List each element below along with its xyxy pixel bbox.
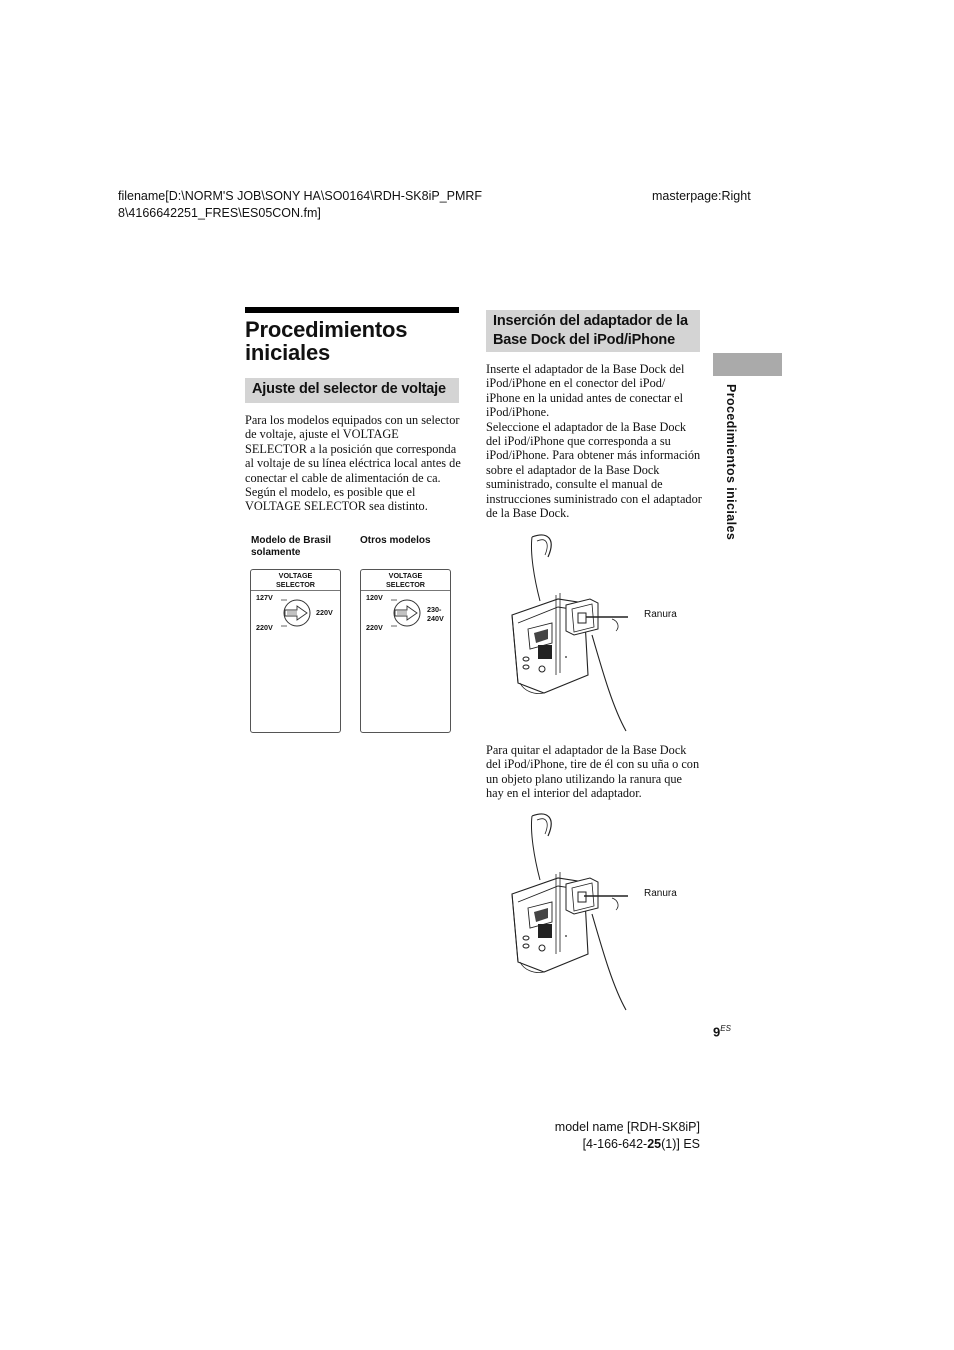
filename-line-2: 8\4166642251_FRES\ES05CON.fm]: [118, 206, 321, 220]
dock-heading-line-2: Base Dock del iPod/iPhone: [493, 332, 675, 348]
page-title-line-1: Procedimientos: [245, 317, 408, 342]
voltage-panel-title: [361, 571, 450, 589]
voltage-120v-label: 120V: [366, 593, 383, 602]
voltage-dial-icon: [277, 596, 317, 630]
voltage-230-240v-label: [427, 605, 444, 623]
brazil-model-label: [251, 535, 331, 559]
dock-paragraph-3: Para quitar el adaptador de la Base Dock del iPod/iPhone, tire de él con su uña o con un objeto plano utilizando la ranura que hay en el interior del adaptador.: [486, 743, 700, 801]
dock-heading-line-1: Inserción del adaptador de la: [493, 313, 688, 329]
footer-part-prefix: [4-166-642-: [582, 1137, 648, 1151]
page-title: [245, 318, 407, 364]
voltage-paragraph-2: Según el modelo, es posible que el VOLTAGE SELECTOR sea distinto.: [245, 485, 428, 514]
section-heading-dock-adapter: [486, 310, 700, 352]
filename-line-1: filename[D:\NORM'S JOB\SONY HA\SO0164\RDH-SK8iP_PMRF: [118, 189, 483, 203]
voltage-panel-other: [360, 569, 451, 733]
section-heading-voltage: Ajuste del selector de voltaje: [245, 378, 459, 403]
voltage-panel-title-line-1: VOLTAGE: [278, 571, 313, 580]
slot-callout-2: Ranura: [644, 888, 677, 899]
voltage-panel-title-line-2: SELECTOR: [385, 580, 425, 589]
voltage-panel-brazil: [250, 569, 341, 733]
footer-meta: [500, 1119, 700, 1153]
dock-paragraph-2: Seleccione el adaptador de la Base Dock del iPod/iPhone que corresponda a su iPod/iPhone. Para obtener más información sobre el adaptador de la Base Dock suministrado, consulte el manual de instrucciones suministrado con el adaptador de la Base Dock.: [486, 419, 702, 521]
voltage-panel-title: [251, 571, 340, 589]
side-tab-marker: [713, 353, 782, 376]
title-rule: [245, 307, 459, 313]
voltage-dial-icon: [387, 596, 427, 630]
voltage-paragraph-1: Para los modelos equipados con un selector de voltaje, ajuste el VOLTAGE SELECTOR a la posición que corresponda al voltaje de su línea eléctrica local antes de conectar el cable de alimentación de ca.: [245, 413, 461, 485]
page-number-suffix: ES: [720, 1024, 731, 1033]
dock-remove-illustration: [508, 812, 628, 1014]
dock-insert-illustration: [508, 533, 628, 735]
panel-divider: [251, 590, 340, 591]
voltage-220v-bottom-label: 220V: [256, 623, 273, 632]
footer-part-number: [500, 1136, 700, 1153]
voltage-220v-right-label: 220V: [316, 608, 333, 617]
page-title-line-2: iniciales: [245, 340, 331, 365]
voltage-220v-bottom-label: 220V: [366, 623, 383, 632]
voltage-230-label: 230-: [427, 605, 442, 614]
voltage-240v-label: 240V: [427, 614, 444, 623]
other-models-label: Otros modelos: [360, 535, 431, 546]
voltage-text: [245, 413, 461, 514]
brazil-model-label-line-2: solamente: [251, 547, 301, 558]
footer-part-suffix: (1)] ES: [661, 1137, 700, 1151]
side-tab-label: Procedimientos iniciales: [724, 384, 738, 541]
voltage-panel-title-line-1: VOLTAGE: [388, 571, 423, 580]
panel-divider: [361, 590, 450, 591]
masterpage-meta: masterpage:Right: [652, 189, 751, 203]
dock-text: [486, 362, 702, 520]
filename-meta: [118, 188, 482, 222]
voltage-127v-label: 127V: [256, 593, 273, 602]
footer-part-bold: 25: [647, 1137, 662, 1151]
footer-model-name: model name [RDH-SK8iP]: [554, 1120, 700, 1134]
voltage-panel-title-line-2: SELECTOR: [275, 580, 315, 589]
page-number: [713, 1024, 731, 1039]
page-number-value: 9: [713, 1024, 721, 1040]
dock-paragraph-1: Inserte el adaptador de la Base Dock del iPod/iPhone en el conector del iPod/ iPhone en la unidad antes de conectar el iPod/iPhone.: [486, 362, 685, 420]
slot-callout-1: Ranura: [644, 609, 677, 620]
brazil-model-label-line-1: Modelo de Brasil: [251, 535, 332, 546]
